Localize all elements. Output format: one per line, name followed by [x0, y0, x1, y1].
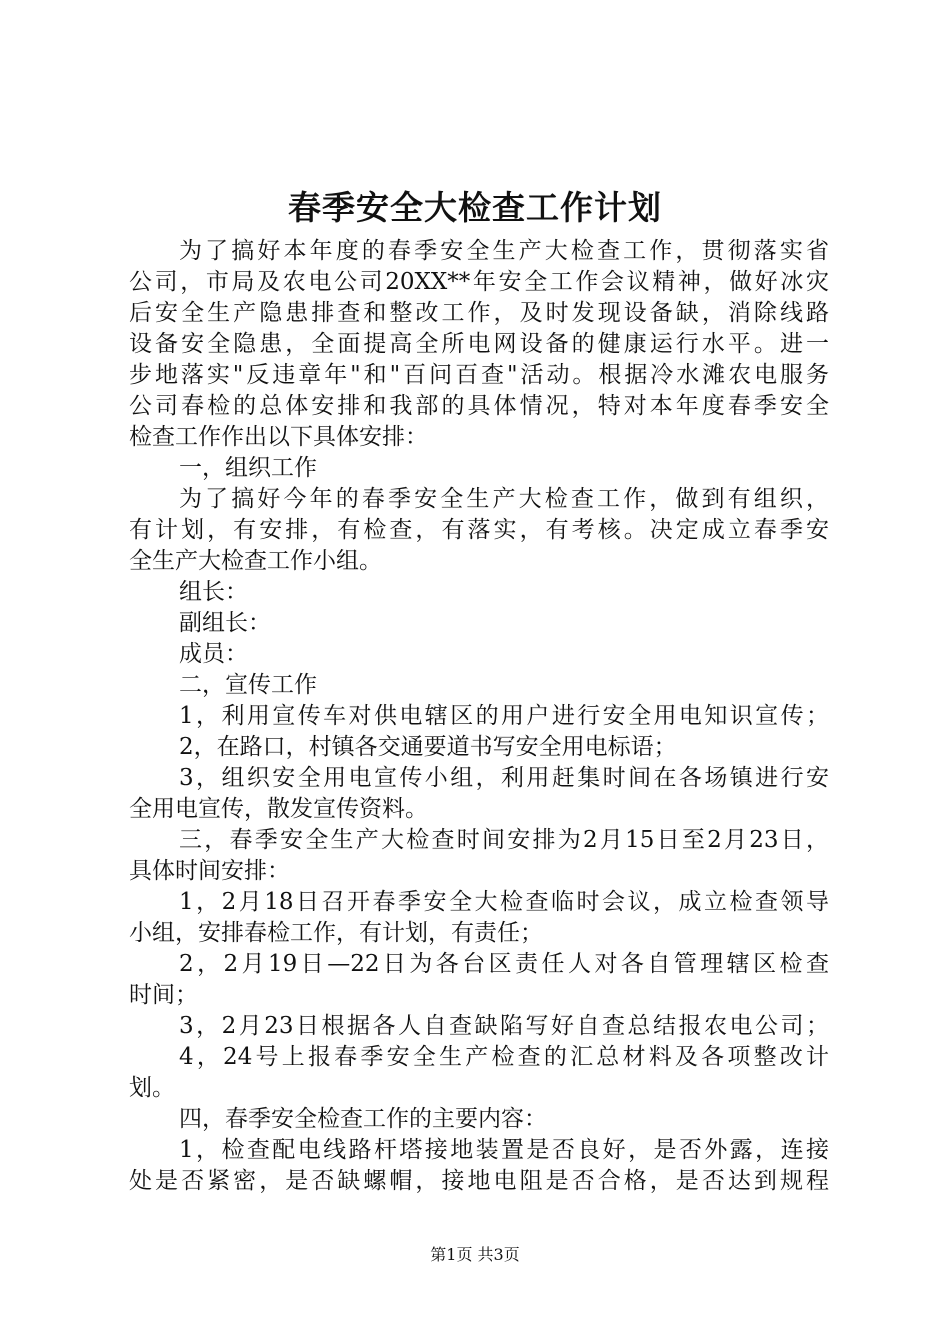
paragraph-line: 后安全生产隐患排查和整改工作，及时发现设备缺，消除线路: [129, 300, 829, 326]
list-item: 划。: [129, 1075, 175, 1101]
section-heading: 三，春季安全生产大检查时间安排为2月15日至2月23日，: [179, 827, 829, 853]
section-heading: 四，春季安全检查工作的主要内容：: [179, 1106, 547, 1132]
paragraph-line: 为了搞好本年度的春季安全生产大检查工作，贯彻落实省: [179, 238, 829, 264]
page-number-footer: 第1页 共3页: [430, 1245, 520, 1264]
paragraph-line: 步地落实"反违章年"和"百问百查"活动。根据冷水滩农电服务: [129, 362, 829, 388]
paragraph-line: 有计划，有安排，有检查，有落实，有考核。决定成立春季安: [129, 517, 829, 543]
section-heading: 二，宣传工作: [179, 672, 317, 698]
paragraph-line: 设备安全隐患，全面提高全所电网设备的健康运行水平。进一: [129, 331, 829, 357]
paragraph-line: 检查工作作出以下具体安排：: [129, 424, 428, 450]
list-item: 3，组织安全用电宣传小组，利用赶集时间在各场镇进行安: [179, 765, 829, 791]
list-item: 1，2月18日召开春季安全大检查临时会议，成立检查领导: [179, 889, 829, 915]
list-item: 2，2月19日—22日为各台区责任人对各自管理辖区检查: [179, 951, 829, 977]
list-item: 全用电宣传，散发宣传资料。: [129, 796, 428, 822]
paragraph-line: 公司，市局及农电公司20XX**年安全工作会议精神，做好冰灾: [129, 269, 829, 295]
paragraph-line: 为了搞好今年的春季安全生产大检查工作，做到有组织，: [179, 486, 829, 512]
list-item: 3，2月23日根据各人自查缺陷写好自查总结报农电公司；: [179, 1013, 829, 1039]
paragraph-line: 公司春检的总体安排和我部的具体情况，特对本年度春季安全: [129, 393, 829, 419]
document-body: [129, 236, 829, 1197]
list-item: 4，24号上报春季安全生产检查的汇总材料及各项整改计: [179, 1044, 829, 1070]
paragraph-line: 组长：: [179, 579, 248, 605]
paragraph-line: 全生产大检查工作小组。: [129, 548, 382, 574]
list-item: 处是否紧密，是否缺螺帽，接地电阻是否合格，是否达到规程: [129, 1168, 829, 1194]
list-item: 时间；: [129, 982, 198, 1008]
list-item: 1，利用宣传车对供电辖区的用户进行安全用电知识宣传；: [179, 703, 829, 729]
section-heading: 一，组织工作: [179, 455, 317, 481]
document-title: 春季安全大检查工作计划: [288, 188, 662, 227]
list-item: 小组，安排春检工作，有计划，有责任；: [129, 920, 543, 946]
list-item: 1，检查配电线路杆塔接地装置是否良好，是否外露，连接: [179, 1137, 829, 1163]
paragraph-line: 成员：: [179, 641, 248, 667]
paragraph-line: 具体时间安排：: [129, 858, 290, 884]
list-item: 2，在路口，村镇各交通要道书写安全用电标语；: [179, 734, 677, 760]
paragraph-line: 副组长：: [179, 610, 271, 636]
